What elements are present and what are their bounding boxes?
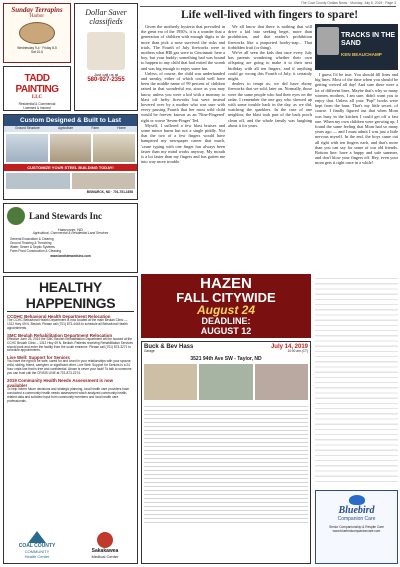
ad-title: Land Stewards Inc <box>29 211 103 221</box>
paragraph: We've all seen the kids that once every July has parents wondering whether their own offspring are going to make it to their next birthday with all ten fingers, and if anything could go wrong this Fourth of July, it certainly might. <box>228 50 312 82</box>
ad-tadd-painting[interactable] <box>3 66 71 111</box>
logo-text: COAL COUNTY <box>18 543 56 549</box>
ad-line: Residential & Commercial <box>18 102 56 106</box>
paragraph: Given the motherly hysteria that prevailed in the great era of the 1950's, it is a wonder that a generation of children with enough digits to do more than pick a nose survived the risks and trials. The Fourth of July fireworks were to mothers what HIll gas were to Cincinnati: here a boy, but your buddy; something bad was bound to happen to any child that had exited the womb and was big enough to enjoy some fun. <box>141 24 225 71</box>
paragraph: Unless, of course, the child was underhanded and sneaky, either of which could well have been the middle name of 99 percent of children raised in that wonderful era, since as you may know, unless you were a kid with a mommy to blast off hefty fireworks but were instead hovered over by a mother who was sure with every passing Fourth that her most wild child would be forever known as an 'Nine-Fingered' right or worse 'Seven-Finger' Ted. <box>141 70 225 123</box>
block-text: To help inform future decisions and strategic planning, local health care providers have conducted a community health needs assessment which analyzed community health-related data and solicited input from community members and local health care professionals. <box>7 386 130 403</box>
cta-banner: CUSTOMIZE YOUR STEEL BUILDING TODAY! <box>4 164 137 171</box>
phone-illustration <box>87 32 125 70</box>
logo-text: COMMUNITY <box>24 549 50 554</box>
ad-line: Senior Companionship & Respite Care <box>329 525 384 529</box>
block-heading: SMC Beulah Rehabilitation Department Relocation <box>7 332 113 338</box>
ad-title: Custom Designed & Built to Last <box>4 115 137 126</box>
column-title: TRACKS IN THE SAND <box>341 32 396 47</box>
article-column-3-continued <box>315 274 398 486</box>
ad-line: DEADLINE: <box>201 316 251 326</box>
block-heading: CCDHC Behavioral Health Department Relocation <box>7 314 111 319</box>
building-photo <box>50 134 92 162</box>
ad-subtitle: Garage <box>144 349 155 353</box>
company-suffix: LLC <box>31 95 43 100</box>
item-photo <box>255 364 308 400</box>
page-header: The Coal County Outlaw News · Monday, July 8, 2019 · Page 3 <box>300 1 396 5</box>
block-heading: Live Well: Support for Seniors <box>7 355 70 361</box>
logo-text: Sakakawea <box>91 547 119 554</box>
paragraph: We all know that there is nothing that will drive a kid into seeking beget, more than prohibition, and that reader's prohibition fireworks like a purported booby-trap... That forbidden fruit (or thing). <box>228 24 312 50</box>
building-photo <box>6 173 70 189</box>
service-item: Water, Sewer & Septic Systems <box>10 244 55 249</box>
ad-line: Just call us at <box>93 72 119 77</box>
tracks-column-banner <box>315 24 398 70</box>
terrapin-icon <box>19 22 55 44</box>
service-item: Farm Pond Construction & Cleaning <box>10 248 62 253</box>
ad-sunday-terrapins[interactable] <box>3 3 71 63</box>
article-headline: Life well-lived with fingers to spare! <box>180 9 359 21</box>
phone-number: 580-927-2355 <box>87 77 125 83</box>
ad-line: FALL CITYWIDE <box>176 290 276 305</box>
category-chip: Agriculture <box>57 126 74 130</box>
ad-subtitle: Agricultural, Commercial & Residential Land Services <box>32 230 109 235</box>
ad-line: Licensed & Insured <box>23 105 51 110</box>
sakakawea-logo-icon <box>97 532 113 548</box>
ad-title: Dollar Saver classifieds <box>85 8 127 26</box>
building-photo <box>93 134 135 162</box>
paragraph: dealers to tempt us, we did have ebony fireworks that we sold, later on. Normally, those were the same people who had their eyes on the radar. I remember the one guy who showed up with some trouble back in the day, as we did, watching the sparklers. In the case of one neighbor, the blast took part of the back porch clean off, and the whole family was laughing about it for years. <box>228 81 312 128</box>
article-column-1 <box>141 24 225 270</box>
building-photo <box>72 173 136 189</box>
ad-custom-buildings[interactable] <box>3 114 138 200</box>
ad-line: HAZEN <box>200 275 252 292</box>
item-photo <box>199 364 252 400</box>
ad-buck-bev-hass[interactable] <box>141 341 311 564</box>
ad-line: AUGUST 12 <box>200 326 252 336</box>
paragraph: I guess I'd be true. You should fill lines and big lines. Most of the time when you should be getting crewed all day! And sure there were a lot of different lines. Maybe that's why so many women, mothers, I am sure, didn't want you to enjoy that. Unless all your 'Pop!' books were kept from the barn. That's my little secret, of course. I finally figured out that when Mom was busy in the kitchen I could get off a fast one. When my own children were growing up, I found the same feeling that Mom had so many years ago — and I must admit I was just a little nervous myself. In the end, the boys came out all right with ten fingers each, and that's more than you can say for some of our old friends. Bottom line: have a happy and safe summer, and don't blow your fingers off. Hey, even your mom gets it right once in a while! <box>315 72 398 166</box>
column-author: KEN BEAUCHAMP <box>341 52 382 57</box>
ad-title: Buck & Bev Hass <box>144 344 194 350</box>
company-name: TADD PAINTING <box>15 73 59 95</box>
ad-line: Sat 10-6 <box>30 49 44 54</box>
article-column-3 <box>315 72 398 270</box>
ad-hazen-citywide[interactable] <box>141 274 311 338</box>
service-item: Ground Thawing & Trenching <box>10 240 52 245</box>
ad-bluebird-companion-care[interactable] <box>315 490 398 564</box>
coal-county-logo-icon <box>28 531 46 543</box>
bluebird-icon <box>349 495 365 505</box>
ad-line: August 24 <box>196 303 255 317</box>
article-column-2 <box>228 24 312 270</box>
building-photo <box>6 134 48 162</box>
category-chip: Ground Structure <box>15 126 40 130</box>
author-photo <box>317 27 339 55</box>
ad-subtitle: 10:00 am (CT) <box>287 349 308 353</box>
block-text: You have the right to be safe, cared for and loved in your relationships with your spouse, child, sibling, friend, caregiver or significant other. Live Well: Support for Seniors is a 24 hour crisis line that is free and confidential. Abuse is never your fault! To talk to someone you can trust call the CRISIS LINE at 701-873-2274. <box>7 359 132 376</box>
ad-address: 3521 94th Ave SW - Taylor, ND <box>190 355 262 362</box>
ad-line: Wednesday 9-4 · Friday 8-5 <box>17 46 57 50</box>
ad-subtitle: Companion Care <box>337 516 376 522</box>
ad-land-stewards[interactable] <box>3 203 138 273</box>
continued-text <box>315 274 398 486</box>
category-chip: Farm <box>91 126 99 130</box>
ad-line[interactable]: www.bluebirdcompanioncare.com <box>332 528 381 533</box>
paragraph: Myself, I suffered a few blast bruises and some minor burns but not a single piddly. Not that the two of a few fingers would have hampered my newspaper career that much, 'cause typing with one finger has always been faster than my mind works anyway. My mouth is a lot faster than my fingers and has gotten me into way more trouble. <box>141 122 225 165</box>
ad-website[interactable]: www.landstewardsinc.com <box>50 254 91 259</box>
block-text: The CCHC Behavioral Health Department is now located at the main Beulah Clinic — 1312 Hwy 49 N, Beulah. Please call (701) 873-4445 to schedule all Behavioral Health appointments. <box>7 318 128 330</box>
land-stewards-logo-icon <box>7 207 25 225</box>
ad-date: July 14, 2019 <box>270 344 308 350</box>
ad-fine-print <box>144 403 308 523</box>
ad-subtitle: Harbor <box>29 14 45 19</box>
ad-title: Sunday Terrapins <box>11 6 63 14</box>
ad-healthy-happenings <box>3 276 138 564</box>
ad-dollar-saver[interactable] <box>74 3 138 111</box>
ad-contact: BISMARCK, ND · 701-751-1658 <box>86 189 133 194</box>
block-heading: 2019 Community Health Needs Assessment is now available! <box>7 377 113 388</box>
service-item: General Excavation & Clearing <box>10 236 54 241</box>
ad-location: Hannover, ND <box>57 227 84 232</box>
logo-text: Health Center <box>24 554 50 559</box>
block-text: Effective June 25, 2019 the SMC Beulah Rehabilitation Department will be housed at the CCHC Beulah Clinic – 1312 Hwy 49 N, Beulah. Patients receiving Rehabilitation Services should park and enter the facility from the south entrance. Please call (701) 873-3271 to schedule appointments. <box>7 336 133 353</box>
ad-title: Bluebird <box>338 505 375 516</box>
category-chip: Home <box>117 126 126 130</box>
logo-text: Medical Center <box>91 553 119 559</box>
item-photo <box>144 364 197 400</box>
section-title: HEALTHY HAPPENINGS <box>7 279 134 312</box>
